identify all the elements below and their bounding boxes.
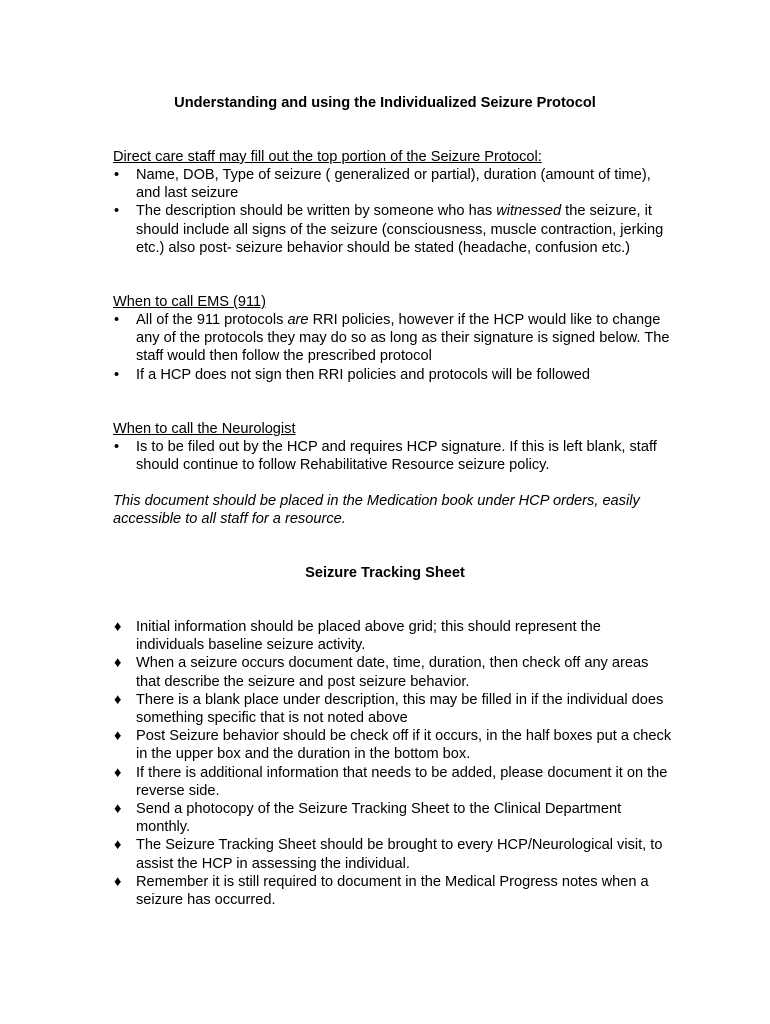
list-item: ♦ The Seizure Tracking Sheet should be brought to every HCP/Neurological visit, to assist the HCP in assessing the individual.: [114, 837, 663, 872]
document-title: Understanding and using the Individualized Seizure Protocol: [174, 95, 596, 111]
list-item: • If a HCP does not sign then RRI policies and protocols will be followed: [114, 366, 591, 383]
list-item: ♦ Post Seizure behavior should be check off if it occurs, in the half boxes put a check in the upper box and the duration in the bottom box.: [114, 728, 672, 763]
diamond-bullet-icon: ♦: [114, 619, 122, 635]
diamond-bullet-icon: ♦: [114, 764, 122, 781]
list-item: ♦ When a seizure occurs document date, time, duration, then check off any areas that describe the seizure and post seizure behavior.: [114, 655, 649, 690]
diamond-bullet-icon: ♦: [114, 873, 122, 890]
diamond-bullet-icon: ♦: [114, 691, 122, 708]
list-item: ♦ There is a blank place under description, this may be filled in if the individual does something specific that is not noted above: [114, 691, 664, 727]
bullet-dot-icon: •: [114, 312, 120, 328]
list-item: ♦ Remember it is still required to document in the Medical Progress notes when a seizure has occurred.: [114, 873, 649, 909]
list-item: • Name, DOB, Type of seizure ( generalized or partial), duration (amount of time), and last seizure: [114, 167, 651, 202]
tracking-sheet-list: [113, 618, 673, 909]
section-list-ems: [113, 311, 673, 384]
diamond-bullet-icon: ♦: [114, 801, 122, 818]
diamond-bullet-icon: ♦: [114, 655, 122, 672]
section-list-direct-care: [113, 166, 673, 257]
list-item: • The description should be written by someone who has witnessed the seizure, it should include all signs of the seizure (consciousness, muscle contraction, jerking etc.) also post- seizure behavior should be stated (headache, confusion etc.): [114, 203, 664, 256]
bullet-dot-icon: •: [114, 167, 120, 183]
list-item: • All of the 911 protocols are RRI policies, however if the HCP would like to change any of the protocols they may do so as long as their signature is signed below. The staff would then follow the prescribed protocol: [114, 312, 670, 365]
bullet-dot-icon: •: [114, 439, 120, 455]
section-list-neurologist: [113, 438, 673, 474]
tracking-sheet-title: Seizure Tracking Sheet: [305, 565, 465, 581]
diamond-bullet-icon: ♦: [114, 728, 122, 745]
bullet-dot-icon: •: [114, 366, 120, 383]
placement-note: This document should be placed in the Medication book under HCP orders, easily accessible to all staff for a resource.: [113, 493, 640, 528]
section-heading-direct-care: Direct care staff may fill out the top portion of the Seizure Protocol:: [113, 149, 542, 165]
section-heading-ems: When to call EMS (911): [113, 294, 267, 310]
list-item: ♦ If there is additional information that needs to be added, please document it on the reverse side.: [114, 764, 668, 799]
list-item: ♦ Send a photocopy of the Seizure Tracking Sheet to the Clinical Department monthly.: [114, 801, 622, 836]
list-item: • Is to be filed out by the HCP and requires HCP signature. If this is left blank, staff should continue to follow Rehabilitative Resource seizure policy.: [114, 439, 657, 474]
bullet-dot-icon: •: [114, 203, 120, 220]
list-item: ♦ Initial information should be placed above grid; this should represent the individuals baseline seizure activity.: [114, 619, 601, 654]
diamond-bullet-icon: ♦: [114, 837, 122, 854]
section-heading-neurologist: When to call the Neurologist: [113, 421, 296, 437]
